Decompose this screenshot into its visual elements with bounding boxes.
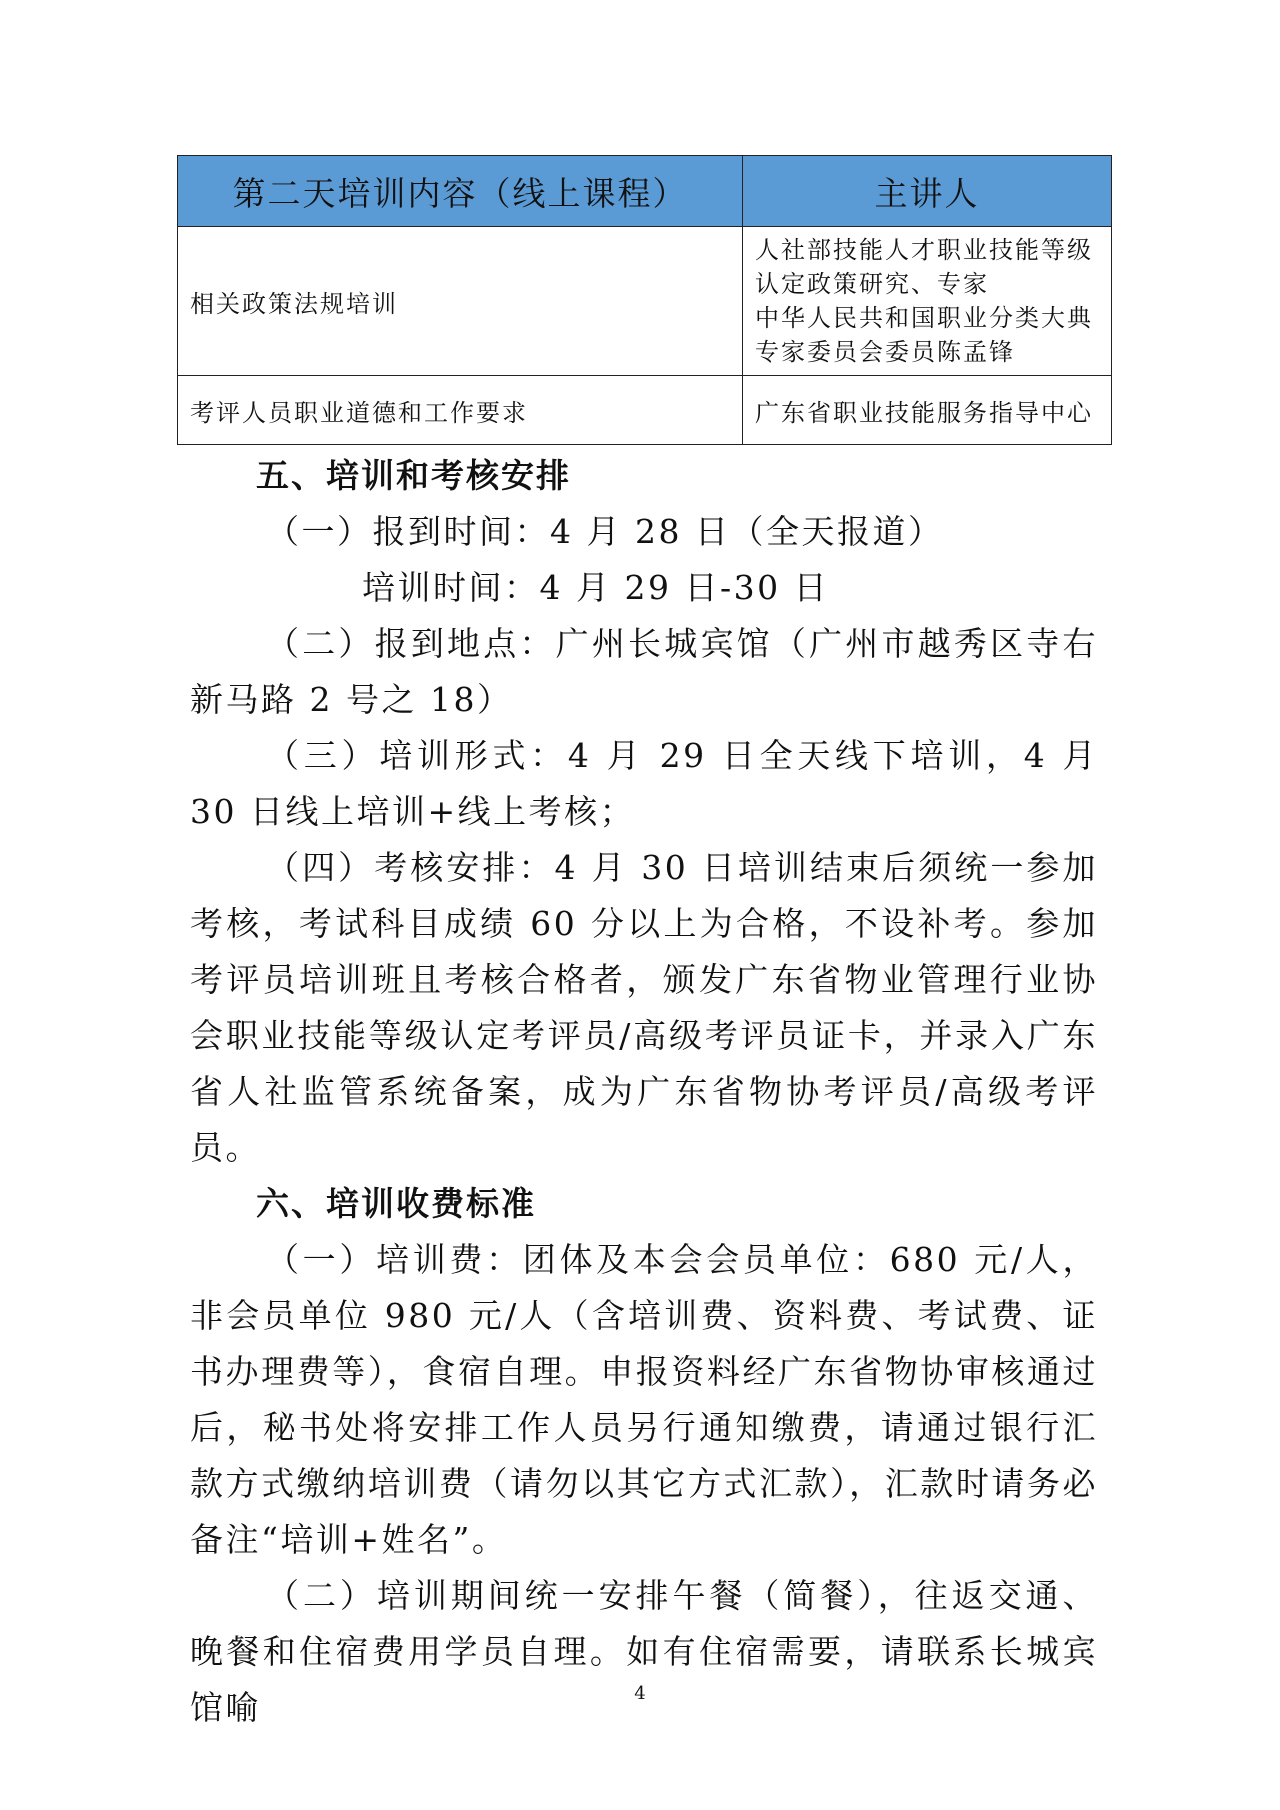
paragraph: 培训时间：4 月 29 日-30 日 xyxy=(362,568,830,607)
paragraph: （四）考核安排：4 月 30 日培训结束后须统一参加考核，考试科目成绩 60 分以上为合格，不设补考。参加考评员培训班且考核合格者，颁发广东省物业管理行业协会职业技能等级认定考评员/高级考评员证卡，并录入广东省人社监管系统备案，成为广东省物协考评员/高级考评员。 xyxy=(190,848,1098,1167)
lecturer-line: 中华人民共和国职业分类大典 xyxy=(755,304,1093,332)
lecturer-line: 人社部技能人才职业技能等级 xyxy=(755,236,1093,264)
section-heading: 五、培训和考核安排 xyxy=(256,456,571,495)
training-schedule-table xyxy=(177,155,1112,445)
row-content: 相关政策法规培训 xyxy=(178,227,743,376)
header-lecturer: 主讲人 xyxy=(743,156,1112,227)
row-lecturer xyxy=(743,227,1112,376)
row-content: 考评人员职业道德和工作要求 xyxy=(178,376,743,445)
table-row xyxy=(178,376,1112,445)
lecturer-line: 专家委员会委员陈孟锋 xyxy=(755,338,1015,366)
paragraph: （一）培训费：团体及本会会员单位：680 元/人，非会员单位 980 元/人（含培训费、资料费、考试费、证书办理费等），食宿自理。申报资料经广东省物协审核通过后，秘书处将安排工作人员另行通知缴费，请通过银行汇款方式缴纳培训费（请勿以其它方式汇款），汇款时请务必备注“培训+姓名”。 xyxy=(190,1240,1098,1559)
table-row xyxy=(178,227,1112,376)
row-lecturer: 广东省职业技能服务指导中心 xyxy=(743,376,1112,445)
document-body xyxy=(190,448,1098,1736)
page-number: 4 xyxy=(634,1683,646,1704)
paragraph: （三）培训形式：4 月 29 日全天线下培训，4 月 30 日线上培训+线上考核； xyxy=(190,736,1098,831)
paragraph: （二）培训期间统一安排午餐（简餐），往返交通、晚餐和住宿费用学员自理。如有住宿需要，请联系长城宾馆喻 xyxy=(190,1576,1098,1727)
paragraph: （二）报到地点：广州长城宾馆（广州市越秀区寺右新马路 2 号之 18） xyxy=(190,624,1098,719)
paragraph: （一）报到时间：4 月 28 日（全天报道） xyxy=(266,512,944,551)
header-content: 第二天培训内容（线上课程） xyxy=(178,156,743,227)
lecturer-line: 认定政策研究、专家 xyxy=(755,270,989,298)
section-heading: 六、培训收费标准 xyxy=(256,1184,536,1223)
